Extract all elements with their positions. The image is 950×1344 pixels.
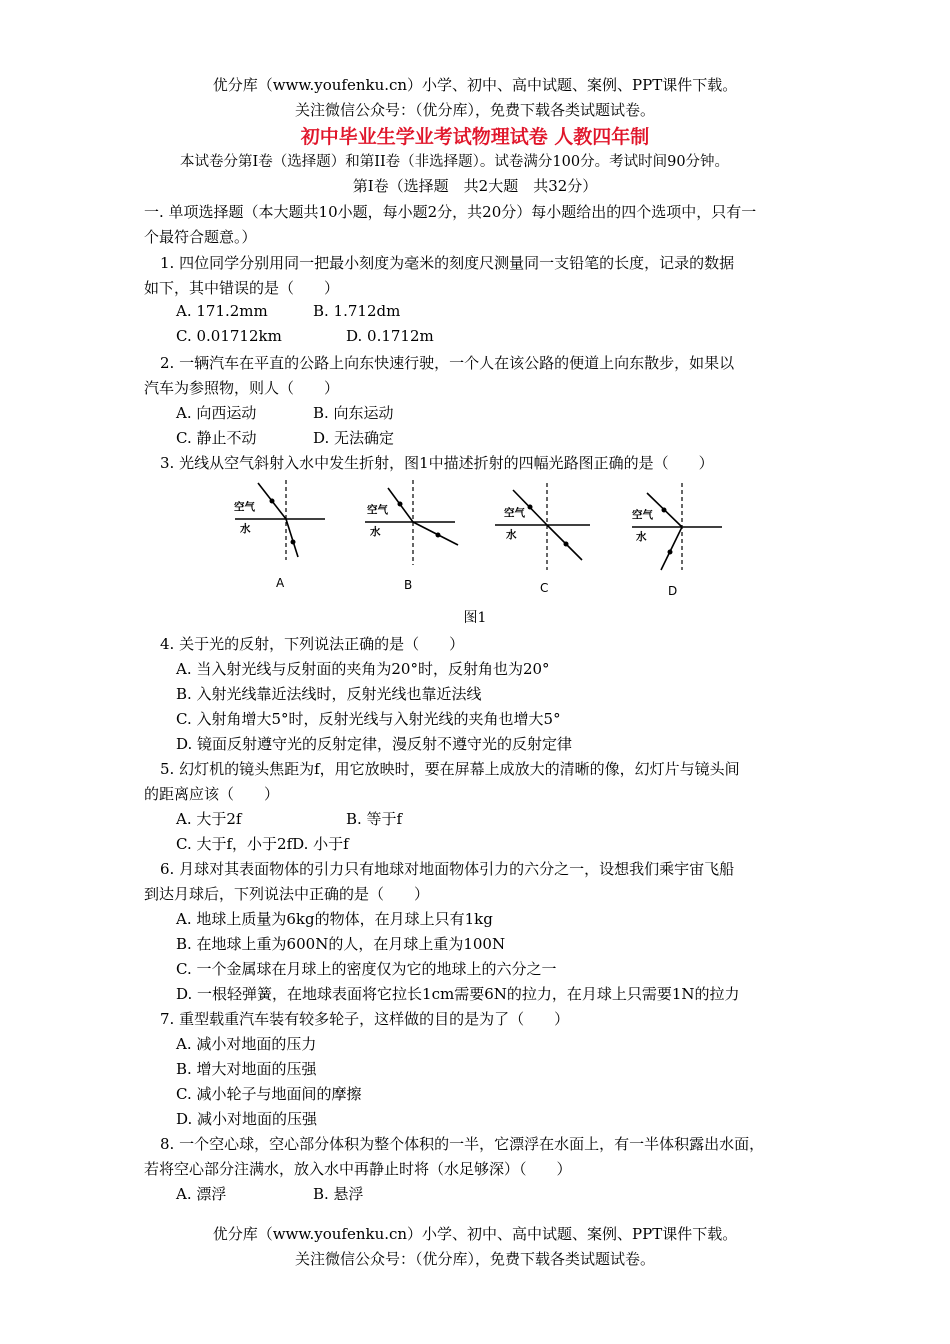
- question-4-line-1: 4. 关于光的反射，下列说法正确的是（ ）: [160, 635, 465, 653]
- q4-option-b: B. 入射光线靠近法线时，反射光线也靠近法线: [176, 685, 482, 703]
- q7-option-c: C. 减小轮子与地面间的摩擦: [176, 1085, 362, 1103]
- q6-option-c: C. 一个金属球在月球上的密度仅为它的地球上的六分之一: [176, 960, 557, 978]
- fig-label-a: A: [276, 576, 285, 590]
- fig-b-air-label: 空气: [367, 504, 388, 516]
- question-5-line-1: 5. 幻灯机的镜头焦距为f，用它放映时，要在屏幕上成放大的清晰的像，幻灯片与镜头间: [160, 760, 740, 778]
- q2-option-d: D. 无法确定: [313, 429, 395, 447]
- fig-label-c: C: [540, 581, 549, 595]
- fig-d-water-label: 水: [636, 531, 647, 543]
- q2-option-b: B. 向东运动: [313, 404, 394, 422]
- fig-a-air-label: 空气: [234, 501, 255, 513]
- question-6-line-1: 6. 月球对其表面物体的引力只有地球对地面物体引力的六分之一，设想我们乘宇宙飞船: [160, 860, 735, 878]
- fig-c-water-label: 水: [506, 529, 517, 541]
- q6-option-a: A. 地球上质量为6kg的物体，在月球上只有1kg: [176, 910, 493, 928]
- section-instruction-2: 个最符合题意。）: [144, 228, 257, 246]
- fig-d-air-label: 空气: [632, 509, 653, 521]
- section-instruction-1: 一. 单项选择题（本大题共10小题，每小题2分，共20分）每小题给出的四个选项中，只有一: [144, 203, 757, 221]
- question-1-line-1: 1. 四位同学分别用同一把最小刻度为毫米的刻度尺测量同一支铅笔的长度，记录的数据: [160, 254, 735, 272]
- q5-option-a: A. 大于2f: [176, 810, 242, 828]
- fig-b-water-label: 水: [370, 526, 381, 538]
- fig-a-water-label: 水: [240, 523, 251, 535]
- page-title: 初中毕业生学业考试物理试卷 人教四年制: [300, 126, 650, 148]
- q7-option-b: B. 增大对地面的压强: [176, 1060, 317, 1078]
- question-6-line-2: 到达月球后，下列说法中正确的是（ ）: [144, 885, 430, 903]
- intro-text: 本试卷分第Ⅰ卷（选择题）和第II卷（非选择题）。试卷满分100分。考试时间90分钟。: [180, 154, 730, 170]
- q5-option-cd: C. 大于f，小于2fD. 小于f: [176, 835, 349, 853]
- header-line-1: 优分库（www.youfenku.cn）小学、初中、高中试题、案例、PPT课件下载。: [212, 76, 738, 94]
- q8-option-b: B. 悬浮: [313, 1185, 364, 1203]
- fig-label-b: B: [404, 578, 413, 592]
- q8-option-a: A. 漂浮: [176, 1185, 227, 1203]
- footer-line-1: 优分库（www.youfenku.cn）小学、初中、高中试题、案例、PPT课件下载。: [212, 1225, 738, 1243]
- header-line-2: 关注微信公众号：（优分库），免费下载各类试题试卷。: [294, 101, 655, 119]
- q5-option-b: B. 等于f: [346, 810, 403, 828]
- question-2-line-2: 汽车为参照物，则人（ ）: [144, 379, 340, 397]
- question-3-line-1: 3. 光线从空气斜射入水中发生折射，图1中描述折射的四幅光路图正确的是（ ）: [160, 454, 714, 472]
- footer-line-2: 关注微信公众号：（优分库），免费下载各类试题试卷。: [294, 1250, 655, 1268]
- q1-option-a: A. 171.2mm: [176, 302, 268, 320]
- part-heading: 第Ⅰ卷（选择题 共2大题 共32分）: [352, 177, 598, 195]
- fig-label-d: D: [668, 584, 678, 598]
- q7-option-d: D. 减小对地面的压强: [176, 1110, 318, 1128]
- question-2-line-1: 2. 一辆汽车在平直的公路上向东快速行驶，一个人在该公路的便道上向东散步，如果以: [160, 354, 735, 372]
- question-8-line-1: 8. 一个空心球，空心部分体积为整个体积的一半，它漂浮在水面上，有一半体积露出水面，: [160, 1135, 765, 1153]
- question-5-line-2: 的距离应该（ ）: [144, 785, 280, 803]
- q1-option-d: D. 0.1712m: [346, 327, 434, 345]
- q4-option-c: C. 入射角增大5°时，反射光线与入射光线的夹角也增大5°: [176, 710, 561, 728]
- question-7-line-1: 7. 重型载重汽车装有较多轮子，这样做的目的是为了（ ）: [160, 1010, 570, 1028]
- fig-c-air-label: 空气: [504, 507, 525, 519]
- q6-option-b: B. 在地球上重为600N的人，在月球上重为100N: [176, 935, 506, 953]
- q7-option-a: A. 减小对地面的压力: [176, 1035, 317, 1053]
- question-8-line-2: 若将空心部分注满水，放入水中再静止时将（水足够深）（ ）: [144, 1160, 572, 1178]
- question-1-line-2: 如下，其中错误的是（ ）: [144, 279, 340, 297]
- q1-option-c: C. 0.01712km: [176, 327, 282, 345]
- q4-option-a: A. 当入射光线与反射面的夹角为20°时，反射角也为20°: [176, 660, 550, 678]
- figure-caption: 图1: [463, 610, 487, 626]
- q1-option-b: B. 1.712dm: [313, 302, 401, 320]
- q2-option-a: A. 向西运动: [176, 404, 257, 422]
- q4-option-d: D. 镜面反射遵守光的反射定律，漫反射不遵守光的反射定律: [176, 735, 573, 753]
- q2-option-c: C. 静止不动: [176, 429, 257, 447]
- q6-option-d: D. 一根轻弹簧，在地球表面将它拉长1cm需要6N的拉力，在月球上只需要1N的拉力: [176, 985, 740, 1003]
- refraction-figure: [220, 475, 730, 605]
